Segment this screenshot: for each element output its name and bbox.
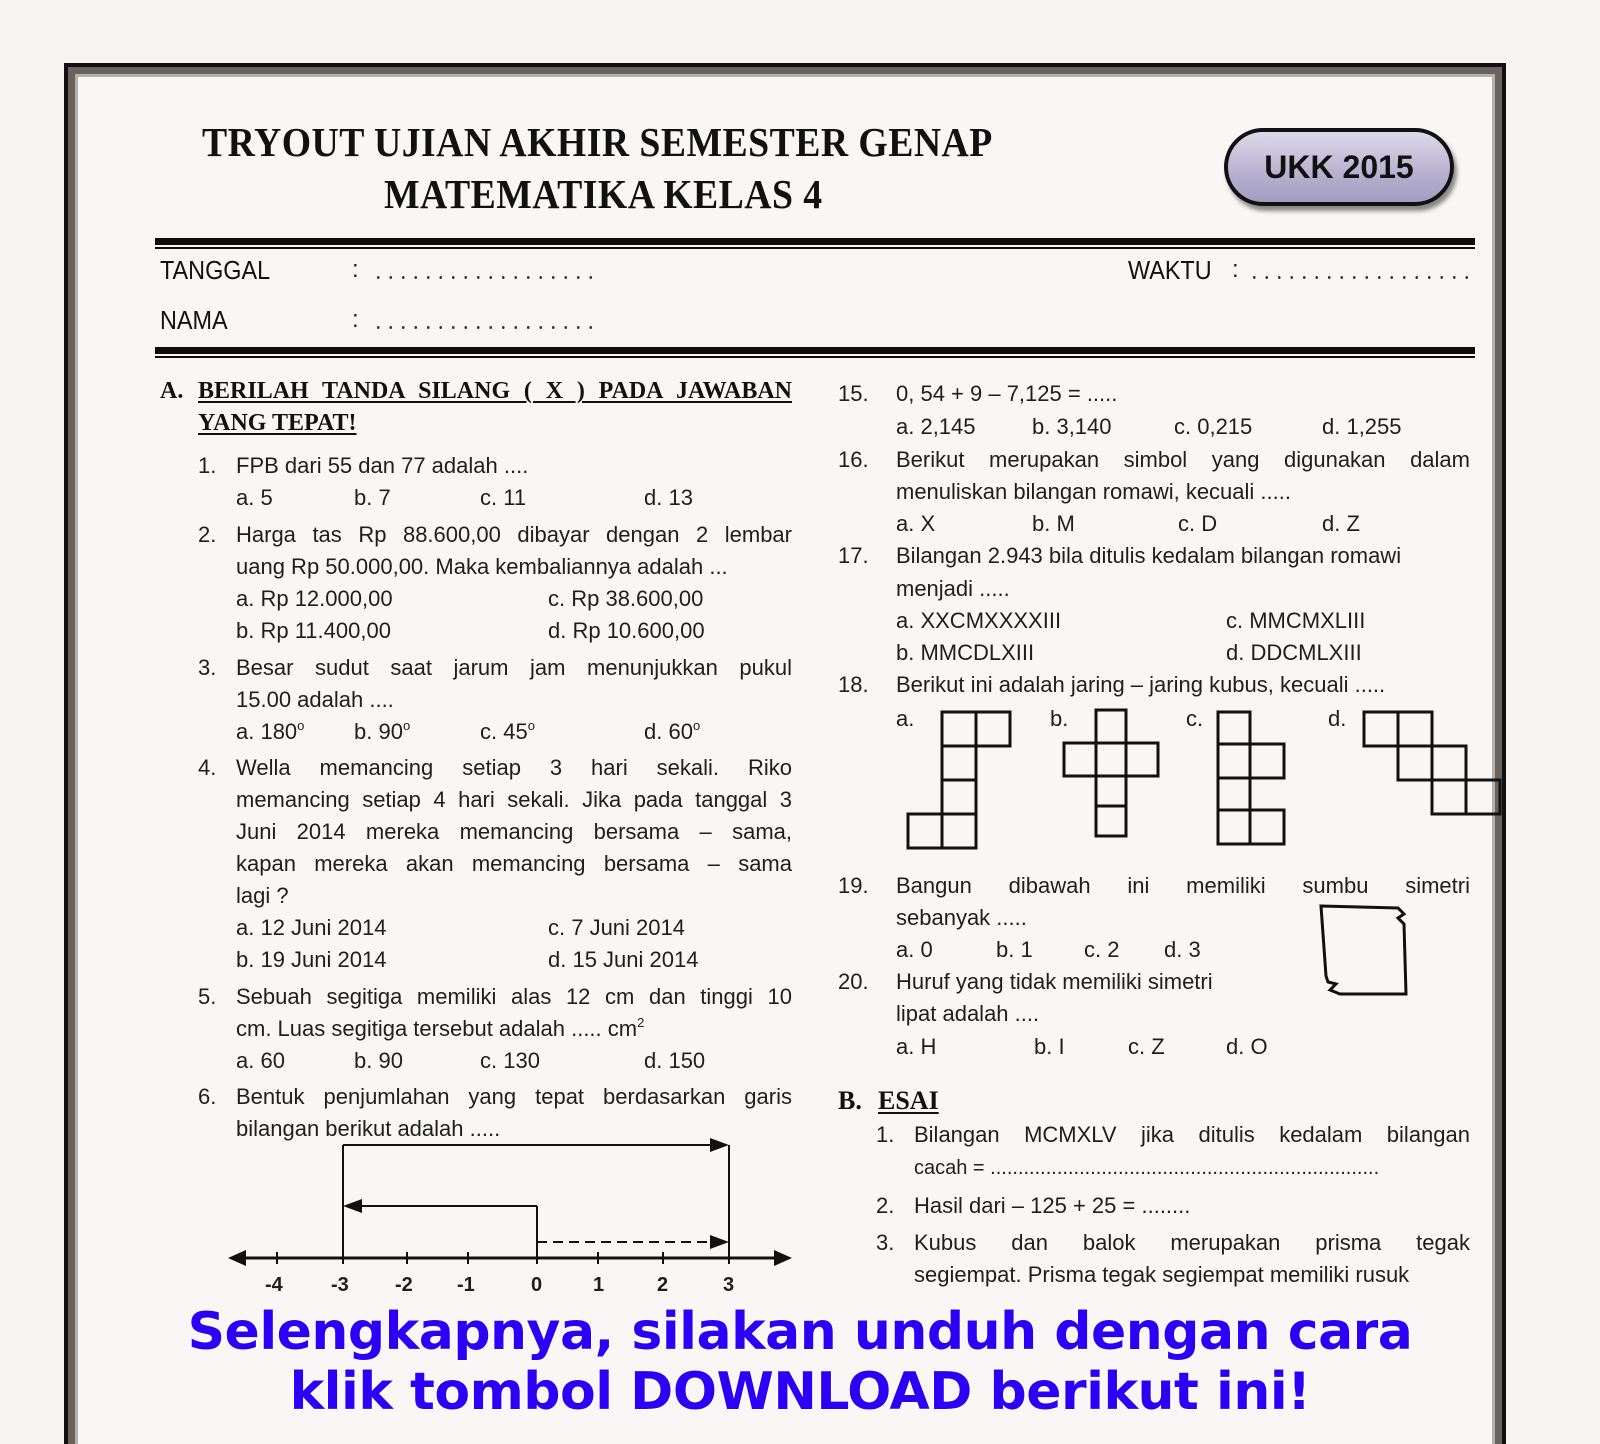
q17-option-c[interactable]: c. MMCMXLIII xyxy=(1226,608,1366,633)
q3-option-a[interactable]: a. 180$^o$ xyxy=(236,718,305,744)
section-b-letter: B. xyxy=(838,1086,862,1115)
q18-option-a[interactable]: a. xyxy=(896,706,915,731)
question-4-line5: lagi ? xyxy=(236,883,289,908)
essay-3-number: 3. xyxy=(876,1230,895,1255)
question-4-line4: kapan mereka akan memancing bersama – sama xyxy=(236,851,792,876)
question-20-number: 20. xyxy=(838,969,869,994)
q2-option-d[interactable]: d. Rp 10.600,00 xyxy=(548,618,705,643)
question-5-number: 5. xyxy=(198,984,217,1009)
section-a-letter: A. xyxy=(160,378,184,404)
q20-option-c[interactable]: c. Z xyxy=(1128,1034,1165,1059)
number-line-tick-label: -3 xyxy=(331,1274,349,1296)
question-1-text: FPB dari 55 dan 77 adalah .... xyxy=(236,453,529,478)
question-17-line1: Bilangan 2.943 bila ditulis kedalam bilangan romawi xyxy=(896,543,1402,568)
q15-option-a[interactable]: a. 2,145 xyxy=(896,414,976,439)
exam-title-line1: TRYOUT UJIAN AKHIR SEMESTER GENAP xyxy=(202,119,993,165)
q16-option-c[interactable]: c. D xyxy=(1178,511,1218,536)
number-line-tick-label: -1 xyxy=(457,1274,475,1296)
question-19-line1: Bangun dibawah ini memiliki sumbu simetri xyxy=(896,873,1470,898)
question-5-line1: Sebuah segitiga memiliki alas 12 cm dan tinggi 10 xyxy=(236,984,792,1009)
q20-option-b[interactable]: b. I xyxy=(1034,1034,1065,1059)
waktu-colon: : xyxy=(1232,256,1239,283)
question-2-line2: uang Rp 50.000,00. Maka kembaliannya adalah ... xyxy=(236,554,728,579)
question-18-number: 18. xyxy=(838,672,869,697)
question-19-line2: sebanyak ..... xyxy=(896,905,1027,930)
q2-option-b[interactable]: b. Rp 11.400,00 xyxy=(236,618,391,643)
question-3-line1: Besar sudut saat jarum jam menunjukkan pukul xyxy=(236,655,792,680)
question-16-line2: menuliskan bilangan romawi, kecuali ..... xyxy=(896,479,1291,504)
question-16-number: 16. xyxy=(838,447,869,472)
nama-colon: : xyxy=(352,306,359,333)
q15-option-d[interactable]: d. 1,255 xyxy=(1322,414,1402,439)
q19-option-b[interactable]: b. 1 xyxy=(996,937,1033,962)
question-4-line1: Wella memancing setiap 3 hari sekali. Riko xyxy=(236,755,792,780)
q4-option-a[interactable]: a. 12 Juni 2014 xyxy=(236,915,387,940)
q19-option-c[interactable]: c. 2 xyxy=(1084,937,1120,962)
q5-option-d[interactable]: d. 150 xyxy=(644,1048,706,1073)
exam-title-line2: MATEMATIKA KELAS 4 xyxy=(384,171,823,217)
q18-option-d[interactable]: d. xyxy=(1328,706,1347,731)
section-a-heading-line2: YANG TEPAT! xyxy=(198,410,357,436)
q1-option-a[interactable]: a. 5 xyxy=(236,485,273,510)
nama-label: NAMA xyxy=(160,305,228,335)
q1-option-d[interactable]: d. 13 xyxy=(644,485,693,510)
question-6-line2: bilangan berikut adalah ..... xyxy=(236,1116,501,1141)
q3-option-b[interactable]: b. 90$^o$ xyxy=(354,718,411,744)
number-line-tick-label: 0 xyxy=(531,1274,543,1296)
essay-3-line2: segiempat. Prisma tegak segiempat memiliki rusuk xyxy=(914,1262,1410,1287)
question-3-line2: 15.00 adalah .... xyxy=(236,687,394,712)
q3-option-d[interactable]: d. 60$^o$ xyxy=(644,718,701,744)
q16-option-b[interactable]: b. M xyxy=(1032,511,1075,536)
number-line-tick-label: 2 xyxy=(657,1274,669,1296)
q4-option-d[interactable]: d. 15 Juni 2014 xyxy=(548,947,699,972)
q17-option-a[interactable]: a. XXCMXXXXIII xyxy=(896,608,1062,633)
q5-option-c[interactable]: c. 130 xyxy=(480,1048,540,1073)
number-line-tick-label: 3 xyxy=(723,1274,735,1296)
question-6-number: 6. xyxy=(198,1084,217,1109)
question-20-line1: Huruf yang tidak memiliki simetri xyxy=(896,969,1213,994)
question-3-number: 3. xyxy=(198,655,217,680)
number-line-tick-label: -2 xyxy=(395,1274,413,1296)
essay-1-line1: Bilangan MCMXLV jika ditulis kedalam bilangan xyxy=(914,1122,1470,1147)
q1-option-b[interactable]: b. 7 xyxy=(354,485,391,510)
q20-option-a[interactable]: a. H xyxy=(896,1034,937,1059)
q18-option-c[interactable]: c. xyxy=(1186,706,1204,731)
question-4-number: 4. xyxy=(198,755,217,780)
essay-2-line1[interactable]: Hasil dari – 125 + 25 = ........ xyxy=(914,1193,1191,1218)
q2-option-a[interactable]: a. Rp 12.000,00 xyxy=(236,586,393,611)
q2-option-c[interactable]: c. Rp 38.600,00 xyxy=(548,586,704,611)
essay-3-line1: Kubus dan balok merupakan prisma tegak xyxy=(914,1230,1470,1255)
number-line-tick-label: -4 xyxy=(265,1274,283,1296)
q3-option-c[interactable]: c. 45$^o$ xyxy=(480,718,535,744)
q5-option-a[interactable]: a. 60 xyxy=(236,1048,285,1073)
question-6-line1: Bentuk penjumlahan yang tepat berdasarkan garis xyxy=(236,1084,792,1109)
question-15-number: 15. xyxy=(838,381,869,406)
tanggal-label: TANGGAL xyxy=(160,255,271,285)
q19-option-a[interactable]: a. 0 xyxy=(896,937,933,962)
question-2-line1: Harga tas Rp 88.600,00 dibayar dengan 2 lembar xyxy=(236,522,792,547)
q15-option-b[interactable]: b. 3,140 xyxy=(1032,414,1112,439)
ukk-badge-label: UKK 2015 xyxy=(1264,148,1414,185)
question-4-line3: Juni 2014 mereka memancing bersama – sama, xyxy=(236,819,792,844)
question-20-line2: lipat adalah .... xyxy=(896,1001,1040,1026)
download-prompt-line1[interactable]: Selengkapnya, silakan unduh dengan cara xyxy=(187,1302,1413,1362)
essay-2-number: 2. xyxy=(876,1193,895,1218)
section-a-heading-line1: BERILAH TANDA SILANG ( X ) PADA JAWABAN xyxy=(198,378,792,404)
section-b-heading: ESAI xyxy=(878,1086,939,1115)
q17-option-b[interactable]: b. MMCDLXIII xyxy=(896,640,1035,665)
question-16-line1: Berikut merupakan simbol yang digunakan dalam xyxy=(896,447,1470,472)
question-17-line2: menjadi ..... xyxy=(896,576,1010,601)
q18-option-b[interactable]: b. xyxy=(1050,706,1069,731)
question-19-number: 19. xyxy=(838,873,869,898)
download-prompt-line2[interactable]: klik tombol DOWNLOAD berikut ini! xyxy=(289,1362,1311,1422)
essay-1-line2[interactable]: cacah = ...................................................................... xyxy=(914,1157,1380,1179)
q1-option-c[interactable]: c. 11 xyxy=(480,485,527,510)
q16-option-a[interactable]: a. X xyxy=(896,511,936,536)
question-4-line2: memancing setiap 4 hari sekali. Jika pada tanggal 3 xyxy=(236,787,792,812)
q4-option-b[interactable]: b. 19 Juni 2014 xyxy=(236,947,387,972)
question-18-text: Berikut ini adalah jaring – jaring kubus, kecuali ..... xyxy=(896,672,1386,697)
q19-option-d[interactable]: d. 3 xyxy=(1164,937,1201,962)
q17-option-d[interactable]: d. DDCMLXIII xyxy=(1226,640,1362,665)
q15-option-c[interactable]: c. 0,215 xyxy=(1174,414,1253,439)
question-2-number: 2. xyxy=(198,522,217,547)
question-1-number: 1. xyxy=(198,453,217,478)
q4-option-c[interactable]: c. 7 Juni 2014 xyxy=(548,915,685,940)
q20-option-d[interactable]: d. O xyxy=(1226,1034,1268,1059)
q5-option-b[interactable]: b. 90 xyxy=(354,1048,403,1073)
question-15-text: 0, 54 + 9 – 7,125 = ..... xyxy=(896,381,1118,406)
number-line-tick-label: 1 xyxy=(593,1274,605,1296)
essay-1-number: 1. xyxy=(876,1122,895,1147)
q16-option-d[interactable]: d. Z xyxy=(1322,511,1360,536)
waktu-label: WAKTU xyxy=(1128,255,1212,285)
question-5-line2: cm. Luas segitiga tersebut adalah ..... $cm^2$ xyxy=(236,1015,645,1041)
question-17-number: 17. xyxy=(838,543,869,568)
tanggal-colon: : xyxy=(352,256,359,283)
